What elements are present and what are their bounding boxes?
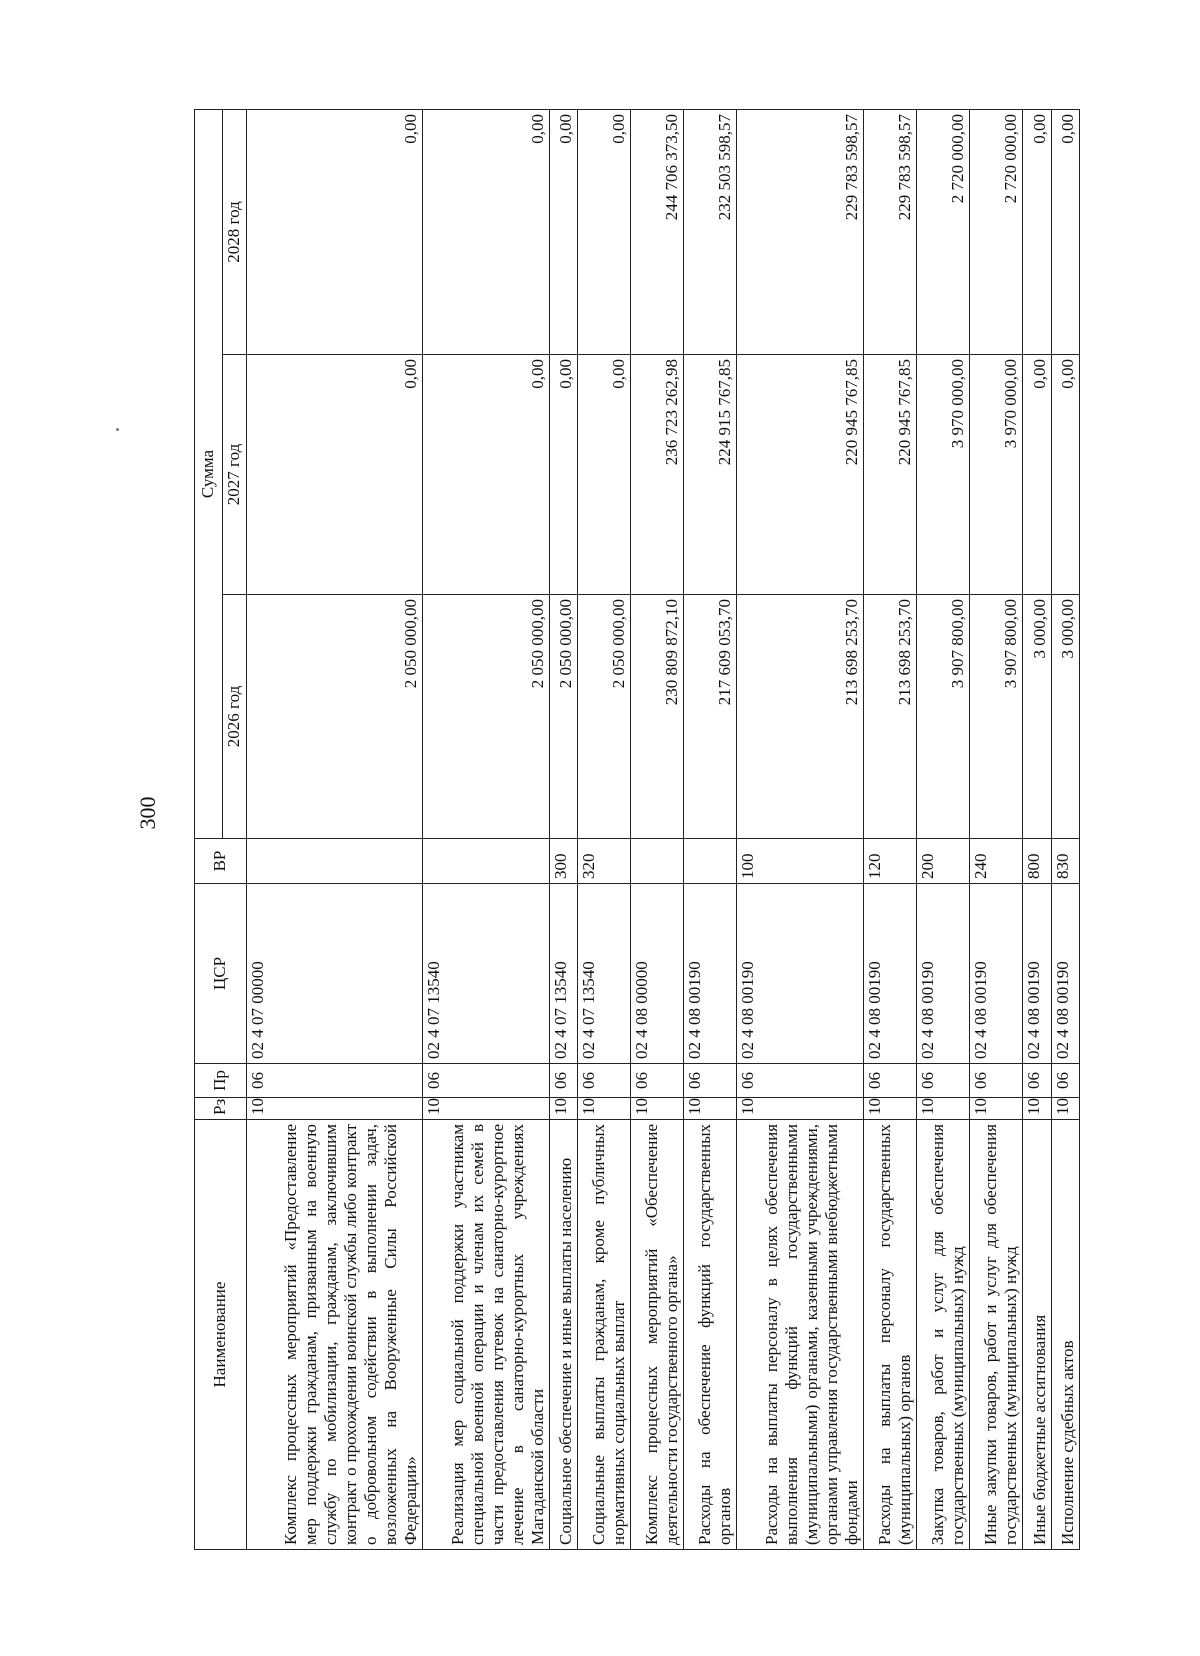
header-pr: Пр xyxy=(195,1064,247,1098)
table-row xyxy=(737,110,864,1550)
row-pr: 06 xyxy=(1023,1064,1051,1098)
row-2028: 0,00 xyxy=(578,110,631,355)
row-name: Социальное обеспечение и иные выплаты населению xyxy=(550,1120,578,1550)
table-row xyxy=(247,110,423,1550)
table-row xyxy=(684,110,737,1550)
row-csr: 02 4 08 00190 xyxy=(1051,884,1079,1064)
row-2027: 236 723 262,98 xyxy=(631,355,684,595)
page-number: 300 xyxy=(135,796,160,830)
row-2026: 3 907 800,00 xyxy=(970,595,1023,839)
row-vr xyxy=(631,839,684,884)
row-vr xyxy=(247,839,423,884)
row-2026: 217 609 053,70 xyxy=(684,595,737,839)
row-2028: 232 503 598,57 xyxy=(684,110,737,355)
row-pr: 06 xyxy=(1051,1064,1079,1098)
row-vr: 320 xyxy=(578,839,631,884)
header-row-top xyxy=(195,110,223,1550)
row-2027: 0,00 xyxy=(423,355,550,595)
row-vr: 200 xyxy=(917,839,970,884)
row-rz: 10 xyxy=(578,1098,631,1120)
row-name: Исполнение судебных актов xyxy=(1051,1120,1079,1550)
row-2027: 224 915 767,85 xyxy=(684,355,737,595)
row-csr: 02 4 08 00190 xyxy=(737,884,864,1064)
row-2026: 2 050 000,00 xyxy=(550,595,578,839)
row-name: Расходы на выплаты персоналу в целях обеспечения выполнения функций государственными (муниципальными) органами, казенными учреждениями, органами управления государственными внебюджетными фондами xyxy=(737,1120,864,1550)
row-csr: 02 4 07 13540 xyxy=(423,884,550,1064)
row-name: Иные закупки товаров, работ и услуг для обеспечения государственных (муниципальных) нужд xyxy=(970,1120,1023,1550)
row-2026: 3 000,00 xyxy=(1051,595,1079,839)
row-csr: 02 4 08 00000 xyxy=(631,884,684,1064)
row-2026: 213 698 253,70 xyxy=(737,595,864,839)
row-2027: 0,00 xyxy=(1023,355,1051,595)
row-name: Иные бюджетные ассигнования xyxy=(1023,1120,1051,1550)
row-2026: 3 000,00 xyxy=(1023,595,1051,839)
row-vr xyxy=(684,839,737,884)
row-2027: 0,00 xyxy=(247,355,423,595)
row-2028: 0,00 xyxy=(1023,110,1051,355)
row-csr: 02 4 08 00190 xyxy=(864,884,917,1064)
table-row xyxy=(423,110,550,1550)
row-rz: 10 xyxy=(247,1098,423,1120)
row-rz: 10 xyxy=(631,1098,684,1120)
row-vr: 240 xyxy=(970,839,1023,884)
row-name: Социальные выплаты гражданам, кроме публичных нормативных социальных выплат xyxy=(578,1120,631,1550)
row-rz: 10 xyxy=(970,1098,1023,1120)
row-2028: 244 706 373,50 xyxy=(631,110,684,355)
row-2028: 2 720 000,00 xyxy=(917,110,970,355)
header-2026: 2026 год xyxy=(223,595,247,839)
row-pr: 06 xyxy=(423,1064,550,1098)
row-pr: 06 xyxy=(631,1064,684,1098)
header-csr: ЦСР xyxy=(195,884,247,1064)
row-pr: 06 xyxy=(550,1064,578,1098)
table-row xyxy=(917,110,970,1550)
row-rz: 10 xyxy=(737,1098,864,1120)
row-csr: 02 4 08 00190 xyxy=(684,884,737,1064)
row-2027: 220 945 767,85 xyxy=(737,355,864,595)
row-vr: 800 xyxy=(1023,839,1051,884)
row-csr: 02 4 08 00190 xyxy=(970,884,1023,1064)
row-pr: 06 xyxy=(578,1064,631,1098)
row-2027: 0,00 xyxy=(578,355,631,595)
row-2028: 0,00 xyxy=(1051,110,1079,355)
rotated-table-wrapper xyxy=(194,110,1080,1550)
budget-table xyxy=(194,109,1080,1550)
row-2027: 0,00 xyxy=(550,355,578,595)
header-sum: Сумма xyxy=(195,110,223,839)
row-vr: 120 xyxy=(864,839,917,884)
row-2026: 213 698 253,70 xyxy=(864,595,917,839)
row-2028: 0,00 xyxy=(423,110,550,355)
row-rz: 10 xyxy=(1023,1098,1051,1120)
table-row xyxy=(970,110,1023,1550)
table-row xyxy=(1023,110,1051,1550)
row-rz: 10 xyxy=(917,1098,970,1120)
row-2028: 2 720 000,00 xyxy=(970,110,1023,355)
row-csr: 02 4 07 13540 xyxy=(550,884,578,1064)
row-2028: 229 783 598,57 xyxy=(864,110,917,355)
row-rz: 10 xyxy=(423,1098,550,1120)
table-row xyxy=(631,110,684,1550)
row-2027: 3 970 000,00 xyxy=(917,355,970,595)
row-2026: 2 050 000,00 xyxy=(578,595,631,839)
row-rz: 10 xyxy=(550,1098,578,1120)
header-rz: Рз xyxy=(195,1098,247,1120)
row-2028: 229 783 598,57 xyxy=(737,110,864,355)
row-csr: 02 4 08 00190 xyxy=(917,884,970,1064)
scan-speck xyxy=(116,428,119,431)
row-2028: 0,00 xyxy=(550,110,578,355)
table-row xyxy=(578,110,631,1550)
row-name: Реализация мер социальной поддержки участникам специальной военной операции и членам их семей в части предоставления путевок на санаторно-курортное лечение в санаторно-курортных учреждениях Магаданской области xyxy=(423,1120,550,1550)
row-name: Расходы на обеспечение функций государственных органов xyxy=(684,1120,737,1550)
row-pr: 06 xyxy=(247,1064,423,1098)
row-pr: 06 xyxy=(864,1064,917,1098)
table-row xyxy=(864,110,917,1550)
header-name: Наименование xyxy=(195,1120,247,1550)
row-2026: 2 050 000,00 xyxy=(247,595,423,839)
header-2027: 2027 год xyxy=(223,355,247,595)
row-name: Комплекс процессных мероприятий «Предоставление мер поддержки гражданам, призванным на военную службу по мобилизации, гражданам, заключившим контракт о прохождении воинской службы либо контракт о добровольном содействии в выполнении задач, возложенных на Вооруженные Силы Российской Федерации» xyxy=(247,1120,423,1550)
header-vr: ВР xyxy=(195,839,247,884)
row-pr: 06 xyxy=(737,1064,864,1098)
table-row xyxy=(1051,110,1079,1550)
row-2027: 220 945 767,85 xyxy=(864,355,917,595)
header-2028: 2028 год xyxy=(223,110,247,355)
row-csr: 02 4 08 00190 xyxy=(1023,884,1051,1064)
row-name: Расходы на выплаты персоналу государственных (муниципальных) органов xyxy=(864,1120,917,1550)
row-csr: 02 4 07 00000 xyxy=(247,884,423,1064)
row-2026: 3 907 800,00 xyxy=(917,595,970,839)
row-vr: 100 xyxy=(737,839,864,884)
row-rz: 10 xyxy=(1051,1098,1079,1120)
row-2027: 3 970 000,00 xyxy=(970,355,1023,595)
row-2028: 0,00 xyxy=(247,110,423,355)
row-vr xyxy=(423,839,550,884)
row-name: Закупка товаров, работ и услуг для обеспечения государственных (муниципальных) нужд xyxy=(917,1120,970,1550)
row-rz: 10 xyxy=(684,1098,737,1120)
row-pr: 06 xyxy=(970,1064,1023,1098)
row-csr: 02 4 07 13540 xyxy=(578,884,631,1064)
row-2026: 2 050 000,00 xyxy=(423,595,550,839)
row-pr: 06 xyxy=(917,1064,970,1098)
row-vr: 300 xyxy=(550,839,578,884)
row-pr: 06 xyxy=(684,1064,737,1098)
row-2026: 230 809 872,10 xyxy=(631,595,684,839)
row-rz: 10 xyxy=(864,1098,917,1120)
row-2027: 0,00 xyxy=(1051,355,1079,595)
table-row xyxy=(550,110,578,1550)
row-name: Комплекс процессных мероприятий «Обеспечение деятельности государственного органа» xyxy=(631,1120,684,1550)
row-vr: 830 xyxy=(1051,839,1079,884)
